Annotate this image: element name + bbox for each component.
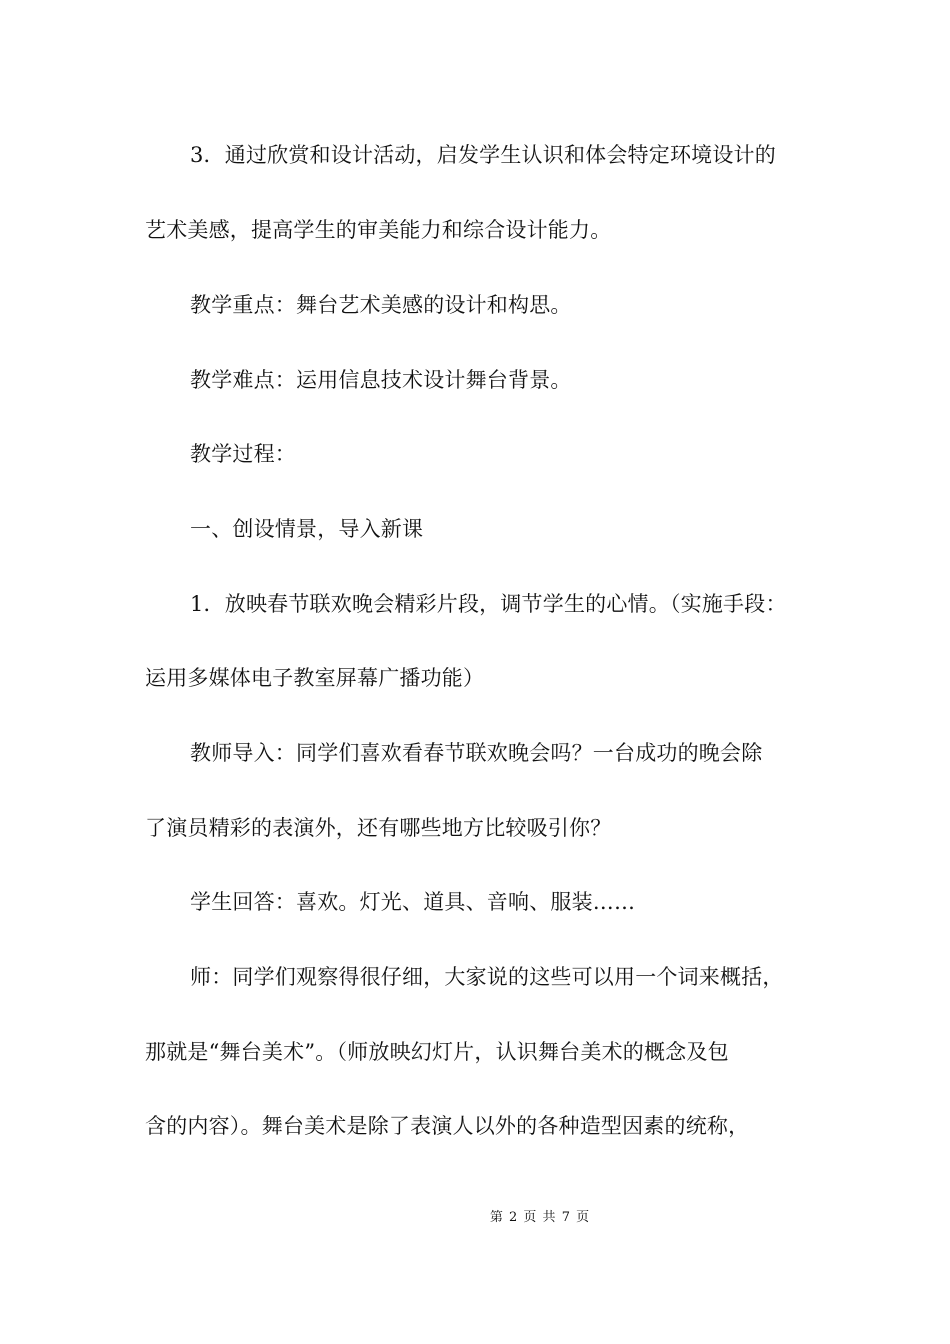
page-number-footer: 第 2 页 共 7 页 [489, 1210, 591, 1225]
text-line-14: 含的内容）。舞台美术是除了表演人以外的各种造型因素的统称， [145, 1114, 750, 1138]
text-line-7: 1．放映春节联欢晚会精彩片段，调节学生的心情。（实施手段： [190, 592, 787, 616]
text-line-10: 了演员精彩的表演外，还有哪些地方比较吸引你？ [145, 816, 612, 840]
text-line-9: 教师导入：同学们喜欢看春节联欢晚会吗？一台成功的晚会除 [190, 741, 763, 765]
text-line-3: 教学重点：舞台艺术美感的设计和构思。 [190, 293, 572, 317]
text-line-6: 一、创设情景，导入新课 [190, 517, 424, 541]
text-line-5: 教学过程： [190, 442, 296, 466]
text-line-4: 教学难点：运用信息技术设计舞台背景。 [190, 368, 572, 392]
text-line-12: 师：同学们观察得很仔细，大家说的这些可以用一个词来概括， [190, 965, 784, 989]
text-line-13: 那就是“舞台美术”。（师放映幻灯片，认识舞台美术的概念及包 [145, 1040, 729, 1064]
text-line-11: 学生回答：喜欢。灯光、道具、音响、服装…… [190, 890, 636, 914]
text-line-8: 运用多媒体电子教室屏幕广播功能） [145, 666, 485, 690]
text-line-2: 艺术美感，提高学生的审美能力和综合设计能力。 [145, 218, 612, 242]
text-line-1: 3．通过欣赏和设计活动，启发学生认识和体会特定环境设计的 [190, 143, 776, 167]
